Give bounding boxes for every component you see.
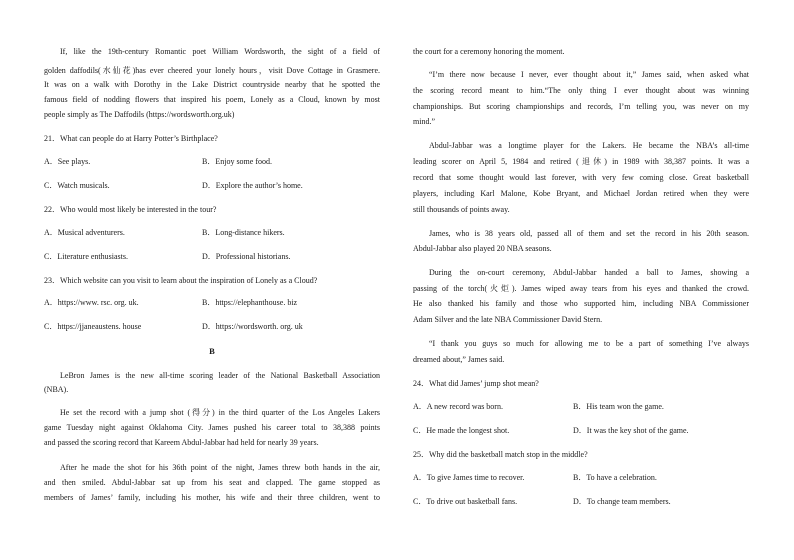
- passage-a-line: famous field of nodding flowers that inspired his poem, Lonely as a Cloud, known by most: [44, 95, 380, 104]
- option-25-a[interactable]: A．To give James time to recover.: [413, 473, 525, 482]
- passage-b-line: “I thank you guys so much for allowing me to be a part of something I’ve always: [429, 339, 749, 348]
- passage-b-line: members of James’ family, including his mother, his wife and their three children, went to: [44, 493, 380, 502]
- passage-b-line: He also thanked his family and those who supported him, including NBA Commissioner: [413, 299, 749, 308]
- option-23-b[interactable]: B．https://elephanthouse. biz: [202, 298, 298, 307]
- question-22-options-row-2: [44, 252, 380, 262]
- passage-b-line: championships. But scoring championships and records, I’m telling you, was never on my: [413, 102, 749, 111]
- option-22-c[interactable]: C．Literature enthusiasts.: [44, 252, 128, 261]
- passage-b-line: passing of the torch(火炬). James wiped away tears from his eyes and thanked the crowd.: [413, 284, 749, 293]
- question-22-options-row-1: [44, 228, 380, 238]
- passage-b-line: game Tuesday night against Oklahoma City. James pushed his career total to 38,388 points: [44, 423, 380, 432]
- passage-b-line: Abdul-Jabbar also played 20 NBA seasons.: [413, 244, 552, 253]
- section-b-title: B: [209, 346, 215, 356]
- option-22-b[interactable]: B．Long-distance hikers.: [202, 228, 285, 237]
- question-25-stem: 25．Why did the basketball match stop in the middle?: [413, 450, 588, 459]
- question-21-options-row-2: [44, 181, 380, 191]
- option-22-a[interactable]: A．Musical adventurers.: [44, 228, 125, 237]
- passage-a-line: If, like the 19th-century Romantic poet William Wordsworth, the sight of a field of: [60, 47, 380, 56]
- question-22-stem: 22．Who would most likely be interested in the tour?: [44, 205, 217, 214]
- option-24-a[interactable]: A．A new record was born.: [413, 402, 503, 411]
- option-23-a[interactable]: A．https://www. rsc. org. uk.: [44, 298, 139, 307]
- option-25-b[interactable]: B．To have a celebration.: [573, 473, 657, 482]
- question-25-options-row-2: [413, 497, 749, 507]
- option-25-d[interactable]: D．To change team members.: [573, 497, 671, 506]
- question-23-stem: 23．Which website can you visit to learn about the inspiration of Lonely as a Cloud?: [44, 276, 318, 285]
- option-24-c[interactable]: C．He made the longest shot.: [413, 426, 510, 435]
- question-21-options-row-1: [44, 157, 380, 167]
- passage-b-line: the scoring record meant to him.“The only thing I ever thought about was winning: [413, 86, 749, 95]
- passage-a-line: It was on a walk with Dorothy in the Lake District countryside nearby that he spotted the: [44, 80, 380, 89]
- option-25-c[interactable]: C．To drive out basketball fans.: [413, 497, 518, 506]
- option-23-d[interactable]: D．https://wordsworth. org. uk: [202, 322, 303, 331]
- option-24-b[interactable]: B．His team won the game.: [573, 402, 664, 411]
- question-21-stem: 21．What can people do at Harry Potter’s Birthplace?: [44, 134, 218, 143]
- option-23-c[interactable]: C．https://jjaneaustens. house: [44, 322, 142, 331]
- passage-b-line: Adam Silver and the late NBA Commissioner David Stern.: [413, 315, 603, 324]
- option-24-d[interactable]: D．It was the key shot of the game.: [573, 426, 689, 435]
- passage-b-line: (NBA).: [44, 385, 69, 394]
- passage-b-line: During the on-court ceremony, Abdul-Jabbar handed a ball to James, showing a: [429, 268, 749, 277]
- question-25-options-row-1: [413, 473, 749, 483]
- passage-b-line: the court for a ceremony honoring the moment.: [413, 47, 565, 56]
- passage-b-line: Abdul-Jabbar was a longtime player for the Lakers. He became the NBA’s all-time: [429, 141, 749, 150]
- question-23-options-row-2: [44, 322, 380, 332]
- passage-b-line: dreamed about,” James said.: [413, 355, 505, 364]
- option-21-a[interactable]: A．See plays.: [44, 157, 91, 166]
- question-24-stem: 24．What did James’ jump shot mean?: [413, 379, 539, 388]
- passage-b-line: leading scorer on April 5, 1984 and retired (退休) in 1989 with 38,387 points. It was a: [413, 157, 749, 166]
- question-24-options-row-2: [413, 426, 749, 436]
- option-22-d[interactable]: D．Professional historians.: [202, 252, 291, 261]
- option-21-b[interactable]: B．Enjoy some food.: [202, 157, 272, 166]
- passage-b-line: and then smiled. Abdul-Jabbar sat up from his seat and clapped. The game stopped as: [44, 478, 380, 487]
- passage-a-line: people simply as The Daffodils (https://wordsworth.org.uk): [44, 110, 235, 119]
- question-23-options-row-1: [44, 298, 380, 308]
- option-21-d[interactable]: D．Explore the author’s home.: [202, 181, 303, 190]
- passage-b-line: James, who is 38 years old, passed all of them and set the record in his 20th season.: [429, 229, 749, 238]
- passage-b-line: After he made the shot for his 36th point of the night, James threw both hands in the air,: [60, 463, 380, 472]
- option-21-c[interactable]: C．Watch musicals.: [44, 181, 110, 190]
- passage-b-line: LeBron James is the new all-time scoring leader of the National Basketball Association: [60, 371, 380, 380]
- passage-b-line: still thousands of points away.: [413, 205, 510, 214]
- passage-b-line: record that some thought would last forever, with very few coming close. Great basketball: [413, 173, 749, 182]
- passage-b-line: players, including Karl Malone, Kobe Bryant, and Michael Jordan retired when they were: [413, 189, 749, 198]
- passage-b-line: and passed the scoring record that Kareem Abdul-Jabbar had held for nearly 39 years.: [44, 438, 319, 447]
- passage-a-line: golden daffodils(水仙花)has ever cheered your lonely hours，visit Dove Cottage in Grasmere.: [44, 66, 380, 75]
- passage-b-line: “I’m there now because I never, ever thought about it,” James said, when asked what: [429, 70, 749, 79]
- passage-b-line: mind.”: [413, 117, 435, 126]
- question-24-options-row-1: [413, 402, 749, 412]
- passage-b-line: He set the record with a jump shot (得分) in the third quarter of the Los Angeles Lakers: [60, 408, 380, 417]
